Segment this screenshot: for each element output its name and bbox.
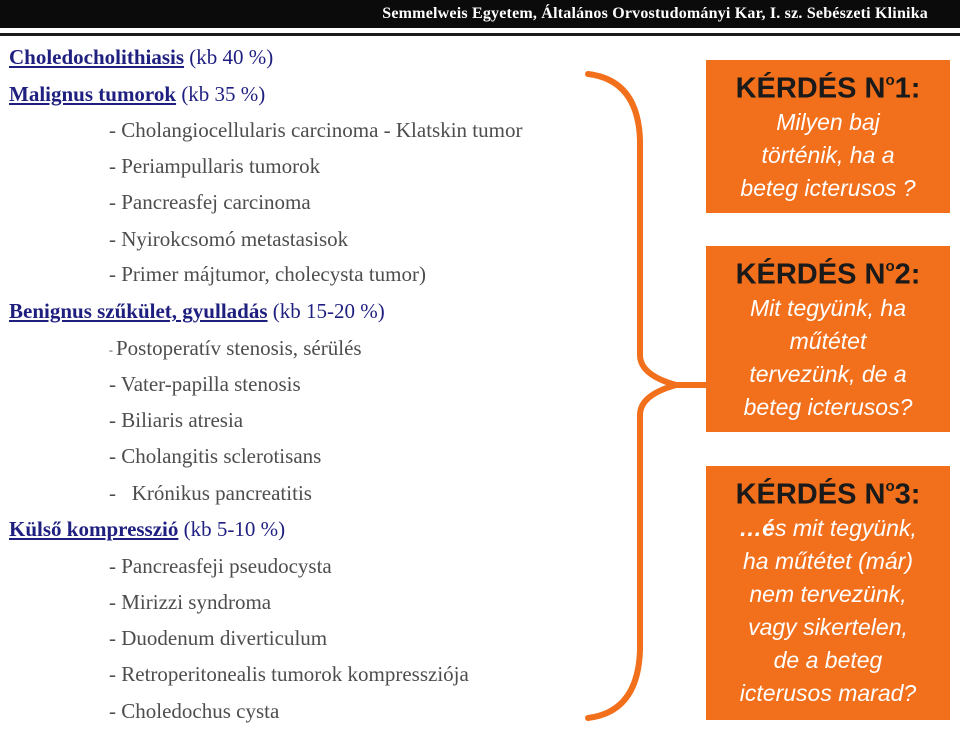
question-title: KÉRDÉS $N^o3$: (735, 478, 921, 511)
list-item: - Cholangitis sclerotisans (109, 444, 322, 468)
list-item: - Retroperitonealis tumorok kompressziója (109, 662, 469, 686)
list-item: - Periampullaris tumorok (109, 154, 321, 178)
list-item: - Pancreasfeji pseudocysta (109, 554, 332, 578)
dash: - (109, 343, 116, 358)
heading-percent: (kb 5-10 %) (178, 517, 286, 541)
list-item: - Nyirokcsomó metastasisok (109, 227, 349, 251)
heading-text: Malignus tumorok (9, 82, 177, 106)
list-item: - Duodenum diverticulum (109, 626, 328, 650)
heading-text: Külső kompresszió (9, 517, 179, 541)
list-item: - Mirizzi syndroma (109, 590, 272, 614)
question-title: KÉRDÉS $N^o2$: (735, 258, 921, 291)
list-heading-kulso (9, 515, 285, 543)
question-box-1 (706, 60, 950, 213)
heading-percent: (kb 40 %) (184, 45, 274, 69)
list-heading-malignus (9, 80, 265, 108)
header-title: Semmelweis Egyetem, Általános Orvostudományi Kar, I. sz. Sebészeti Klinika (382, 5, 928, 22)
list-heading-choledocholithiasis (9, 43, 273, 71)
heading-percent: (kb 15-20 %) (267, 299, 385, 323)
heading-text: Benignus szűkület, gyulladás (9, 299, 268, 323)
header-rule (0, 33, 960, 36)
list-item: - Pancreasfej carcinoma (109, 190, 311, 214)
item-text: Postoperatív stenosis, sérülés (116, 336, 362, 360)
question-box-2 (706, 246, 950, 432)
question-text: Milyen baj történik, ha a beteg icterusos ? (740, 108, 916, 201)
list-item: - Krónikus pancreatitis (109, 481, 312, 505)
list-item: - Choledochus cysta (109, 699, 280, 723)
list-item: - Primer májtumor, cholecysta tumor) (109, 262, 426, 286)
question-box-3 (706, 466, 950, 720)
list-heading-benignus (9, 297, 385, 325)
question-title: KÉRDÉS $N^o1$: (735, 72, 921, 105)
heading-text: Choledocholithiasis (9, 45, 185, 69)
question-text: …és mit tegyünk, ha műtétet (már) nem tervezünk, vagy sikertelen, de a beteg icterusos marad? (739, 514, 917, 706)
list-item (109, 334, 362, 364)
list-item: - Biliaris atresia (109, 408, 244, 432)
list-item: - Vater-papilla stenosis (109, 372, 301, 396)
list-item: - Cholangiocellularis carcinoma - Klatskin tumor (109, 118, 523, 142)
heading-percent: (kb 35 %) (176, 82, 266, 106)
question-text: Mit tegyünk, ha műtétet tervezünk, de a beteg icterusos? (743, 294, 913, 420)
header-bar (0, 0, 960, 28)
